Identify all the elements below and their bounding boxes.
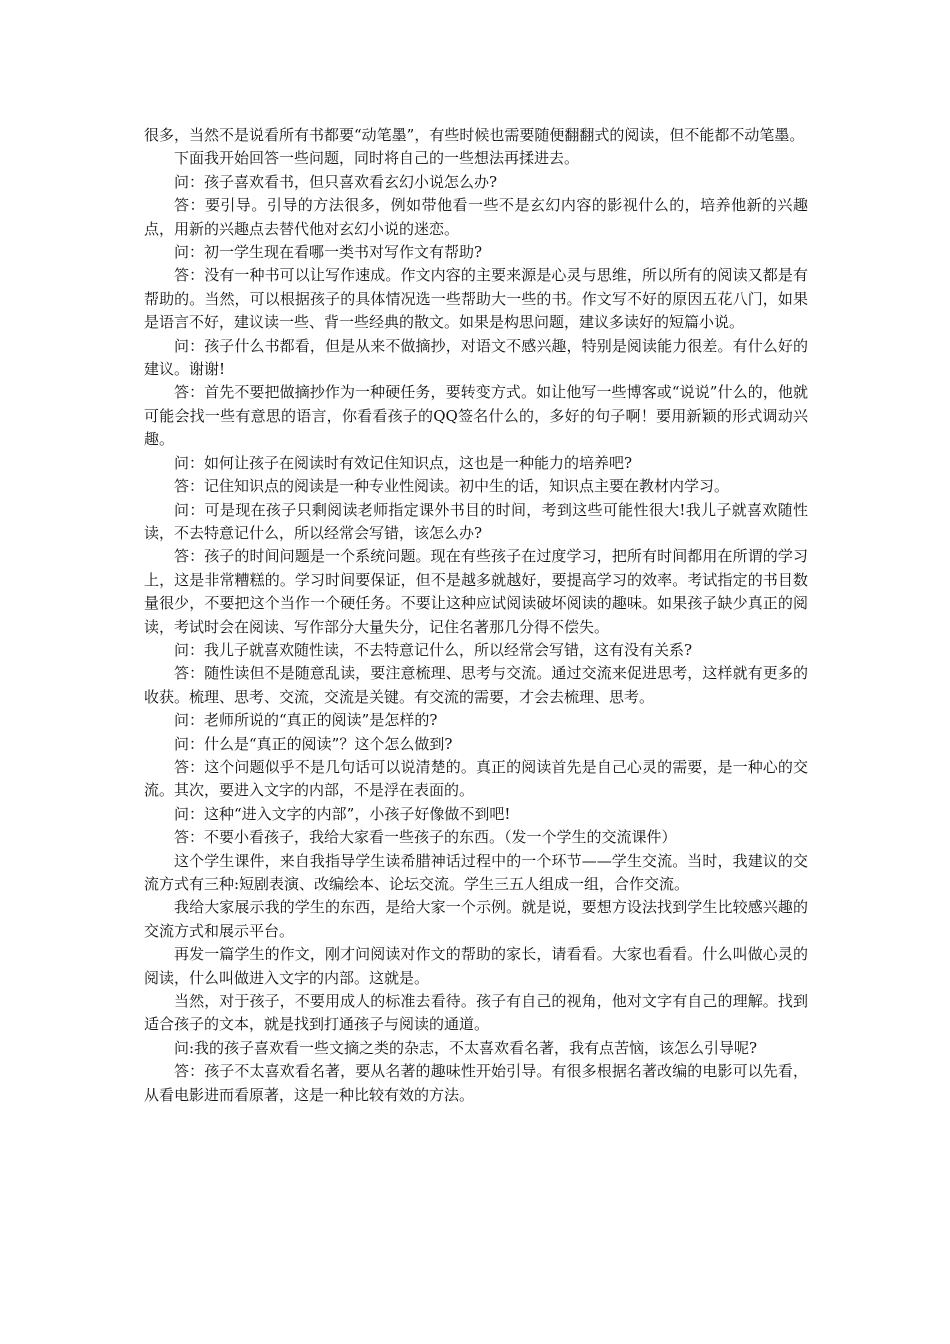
answer-paragraph: 答：孩子的时间问题是一个系统问题。现在有些孩子在过度学习，把所有时间都用在所谓的学习上，这是非常糟糕的。学习时间要保证，但不是越多就越好，要提高学习的效率。考试指定的书目数量很少，不要把这个当作一个硬任务。不要让这种应试阅读破坏阅读的趣味。如果孩子缺少真正的阅读，考试时会在阅读、写作部分大量失分，记住名著那几分得不偿失。 xyxy=(144,547,808,636)
paragraph: 我给大家展示我的学生的东西，是给大家一个示例。就是说，要想方设法找到学生比较感兴趣的交流方式和展示平台。 xyxy=(144,898,808,940)
answer-paragraph: 答：随性读但不是随意乱读，要注意梳理、思考与交流。通过交流来促进思考，这样就有更多的收获。梳理、思考、交流，交流是关键。有交流的需要，才会去梳理、思考。 xyxy=(144,664,808,706)
answer-paragraph: 答：孩子不太喜欢看名著，要从名著的趣味性开始引导。有很多根据名著改编的电影可以先看，从看电影进而看原著，这是一种比较有效的方法。 xyxy=(144,1062,808,1104)
question-paragraph: 问：可是现在孩子只剩阅读老师指定课外书目的时间，考到这些可能性很大!我儿子就喜欢随性读，不去特意记什么，所以经常会写错，该怎么办? xyxy=(144,500,808,542)
paragraph: 这个学生课件，来自我指导学生读希腊神话过程中的一个环节——学生交流。当时，我建议的交流方式有三种:短剧表演、改编绘本、论坛交流。学生三五人组成一组，合作交流。 xyxy=(144,851,808,893)
paragraph: 再发一篇学生的作文，刚才问阅读对作文的帮助的家长，请看看。大家也看看。什么叫做心灵的阅读，什么叫做进入文字的内部。这就是。 xyxy=(144,945,808,987)
question-paragraph: 问：这种“进入文字的内部”，小孩子好像做不到吧! xyxy=(174,804,511,823)
question-paragraph: 问：初一学生现在看哪一类书对写作文有帮助? xyxy=(174,243,483,262)
answer-paragraph: 答：记住知识点的阅读是一种专业性阅读。初中生的话，知识点主要在教材内学习。 xyxy=(174,477,730,496)
question-paragraph: 问：什么是“真正的阅读”？这个怎么做到? xyxy=(174,734,453,753)
question-paragraph: 问：孩子喜欢看书，但只喜欢看玄幻小说怎么办? xyxy=(174,172,498,191)
question-paragraph: 问：如何让孩子在阅读时有效记住知识点，这也是一种能力的培养吧? xyxy=(174,453,633,472)
document-body xyxy=(144,124,808,1107)
paragraph: 当然，对于孩子，不要用成人的标准去看待。孩子有自己的视角，他对文字有自己的理解。找到适合孩子的文本，就是找到打通孩子与阅读的通道。 xyxy=(144,992,808,1034)
answer-paragraph: 答：这个问题似乎不是几句话可以说清楚的。真正的阅读首先是自己心灵的需要，是一种心的交流。其次，要进入文字的内部，不是浮在表面的。 xyxy=(144,757,808,800)
question-paragraph: 问:我的孩子喜欢看一些文摘之类的杂志，不太喜欢看名著，我有点苦恼，该怎么引导呢? xyxy=(174,1038,758,1057)
answer-paragraph: 答：首先不要把做摘抄作为一种硬任务，要转变方式。如让他写一些博客或“说说”什么的，他就可能会找一些有意思的语言，你看看孩子的QQ签名什么的，多好的句子啊！要用新颖的形式调动兴趣。 xyxy=(144,383,808,449)
paragraph: 很多，当然不是说看所有书都要“动笔墨”，有些时候也需要随便翻翻式的阅读，但不能都不动笔墨。 xyxy=(144,126,805,144)
paragraph: 下面我开始回答一些问题，同时将自己的一些想法再揉进去。 xyxy=(174,149,580,168)
question-paragraph: 问：我儿子就喜欢随性读，不去特意记什么，所以经常会写错，这有没有关系? xyxy=(174,640,693,659)
question-paragraph: 问：孩子什么书都看，但是从来不做摘抄，对语文不感兴趣，特别是阅读能力很差。有什么好的建议。谢谢! xyxy=(144,336,808,379)
answer-paragraph: 答：没有一种书可以让写作速成。作文内容的主要来源是心灵与思维，所以所有的阅读又都是有帮助的。当然，可以根据孩子的具体情况选一些帮助大一些的书。作文写不好的原因五花八门，如果是语言不好，建议读一些、背一些经典的散文。如果是构思问题，建议多读好的短篇小说。 xyxy=(144,266,808,332)
question-paragraph: 问：老师所说的“真正的阅读”是怎样的? xyxy=(174,711,438,730)
answer-paragraph: 答：要引导。引导的方法很多，例如带他看一些不是玄幻内容的影视什么的，培养他新的兴趣点，用新的兴趣点去替代他对玄幻小说的迷恋。 xyxy=(144,196,808,238)
answer-paragraph: 答：不要小看孩子，我给大家看一些孩子的东西。（发一个学生的交流课件） xyxy=(174,828,677,847)
